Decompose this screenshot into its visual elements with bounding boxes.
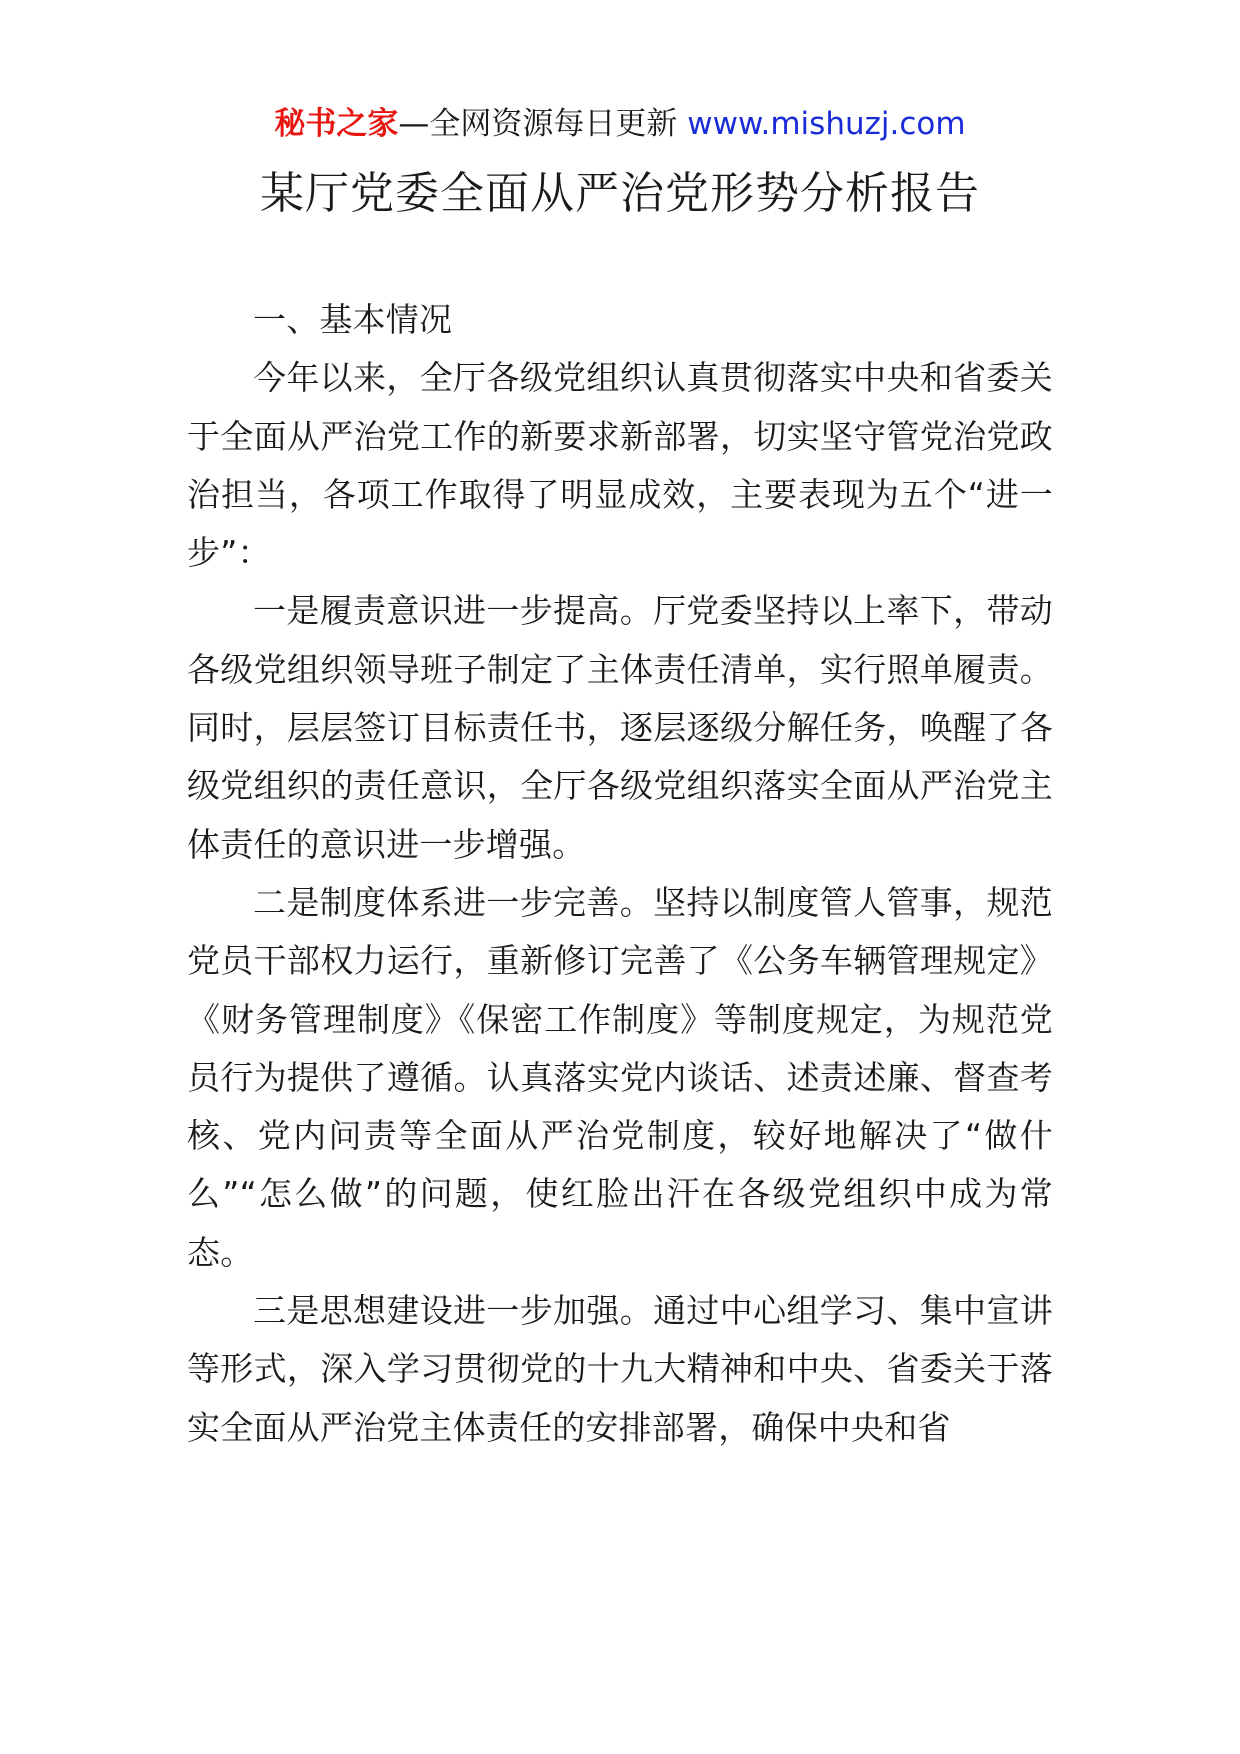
- body-paragraph: 二是制度体系进一步完善。坚持以制度管人管事，规范党员干部权力运行，重新修订完善了《公务车辆管理规定》《财务管理制度》《保密工作制度》等制度规定，为规范党员行为提供了遵循。认真落实党内谈话、述责述廉、督查考核、党内问责等全面从严治党制度，较好地解决了“做什么”“怎么做”的问题，使红脸出汗在各级党组织中成为常态。: [187, 882, 1053, 1272]
- banner-tagline: —全网资源每日更新: [398, 106, 688, 142]
- document-body: [187, 291, 1053, 1457]
- document-title: 某厅党委全面从严治党形势分析报告: [260, 168, 980, 219]
- body-paragraph: 一是履责意识进一步提高。厅党委坚持以上率下，带动各级党组织领导班子制定了主体责任清单，实行照单履责。同时，层层签订目标责任书，逐层逐级分解任务，唤醒了各级党组织的责任意识，全厅各级党组织落实全面从严治党主体责任的意识进一步增强。: [187, 591, 1053, 864]
- site-banner: [0, 104, 1240, 144]
- site-url[interactable]: www.mishuzj.com: [687, 106, 966, 142]
- body-paragraph: 三是思想建设进一步加强。通过中心组学习、集中宣讲等形式，深入学习贯彻党的十九大精神和中央、省委关于落实全面从严治党主体责任的安排部署，确保中央和省: [187, 1291, 1053, 1447]
- body-paragraph: 今年以来，全厅各级党组织认真贯彻落实中央和省委关于全面从严治党工作的新要求新部署，切实坚守管党治党政治担当，各项工作取得了明显成效，主要表现为五个“进一步”：: [187, 358, 1053, 573]
- brand-name: 秘书之家: [274, 106, 399, 142]
- section-heading: 一、基本情况: [253, 300, 453, 339]
